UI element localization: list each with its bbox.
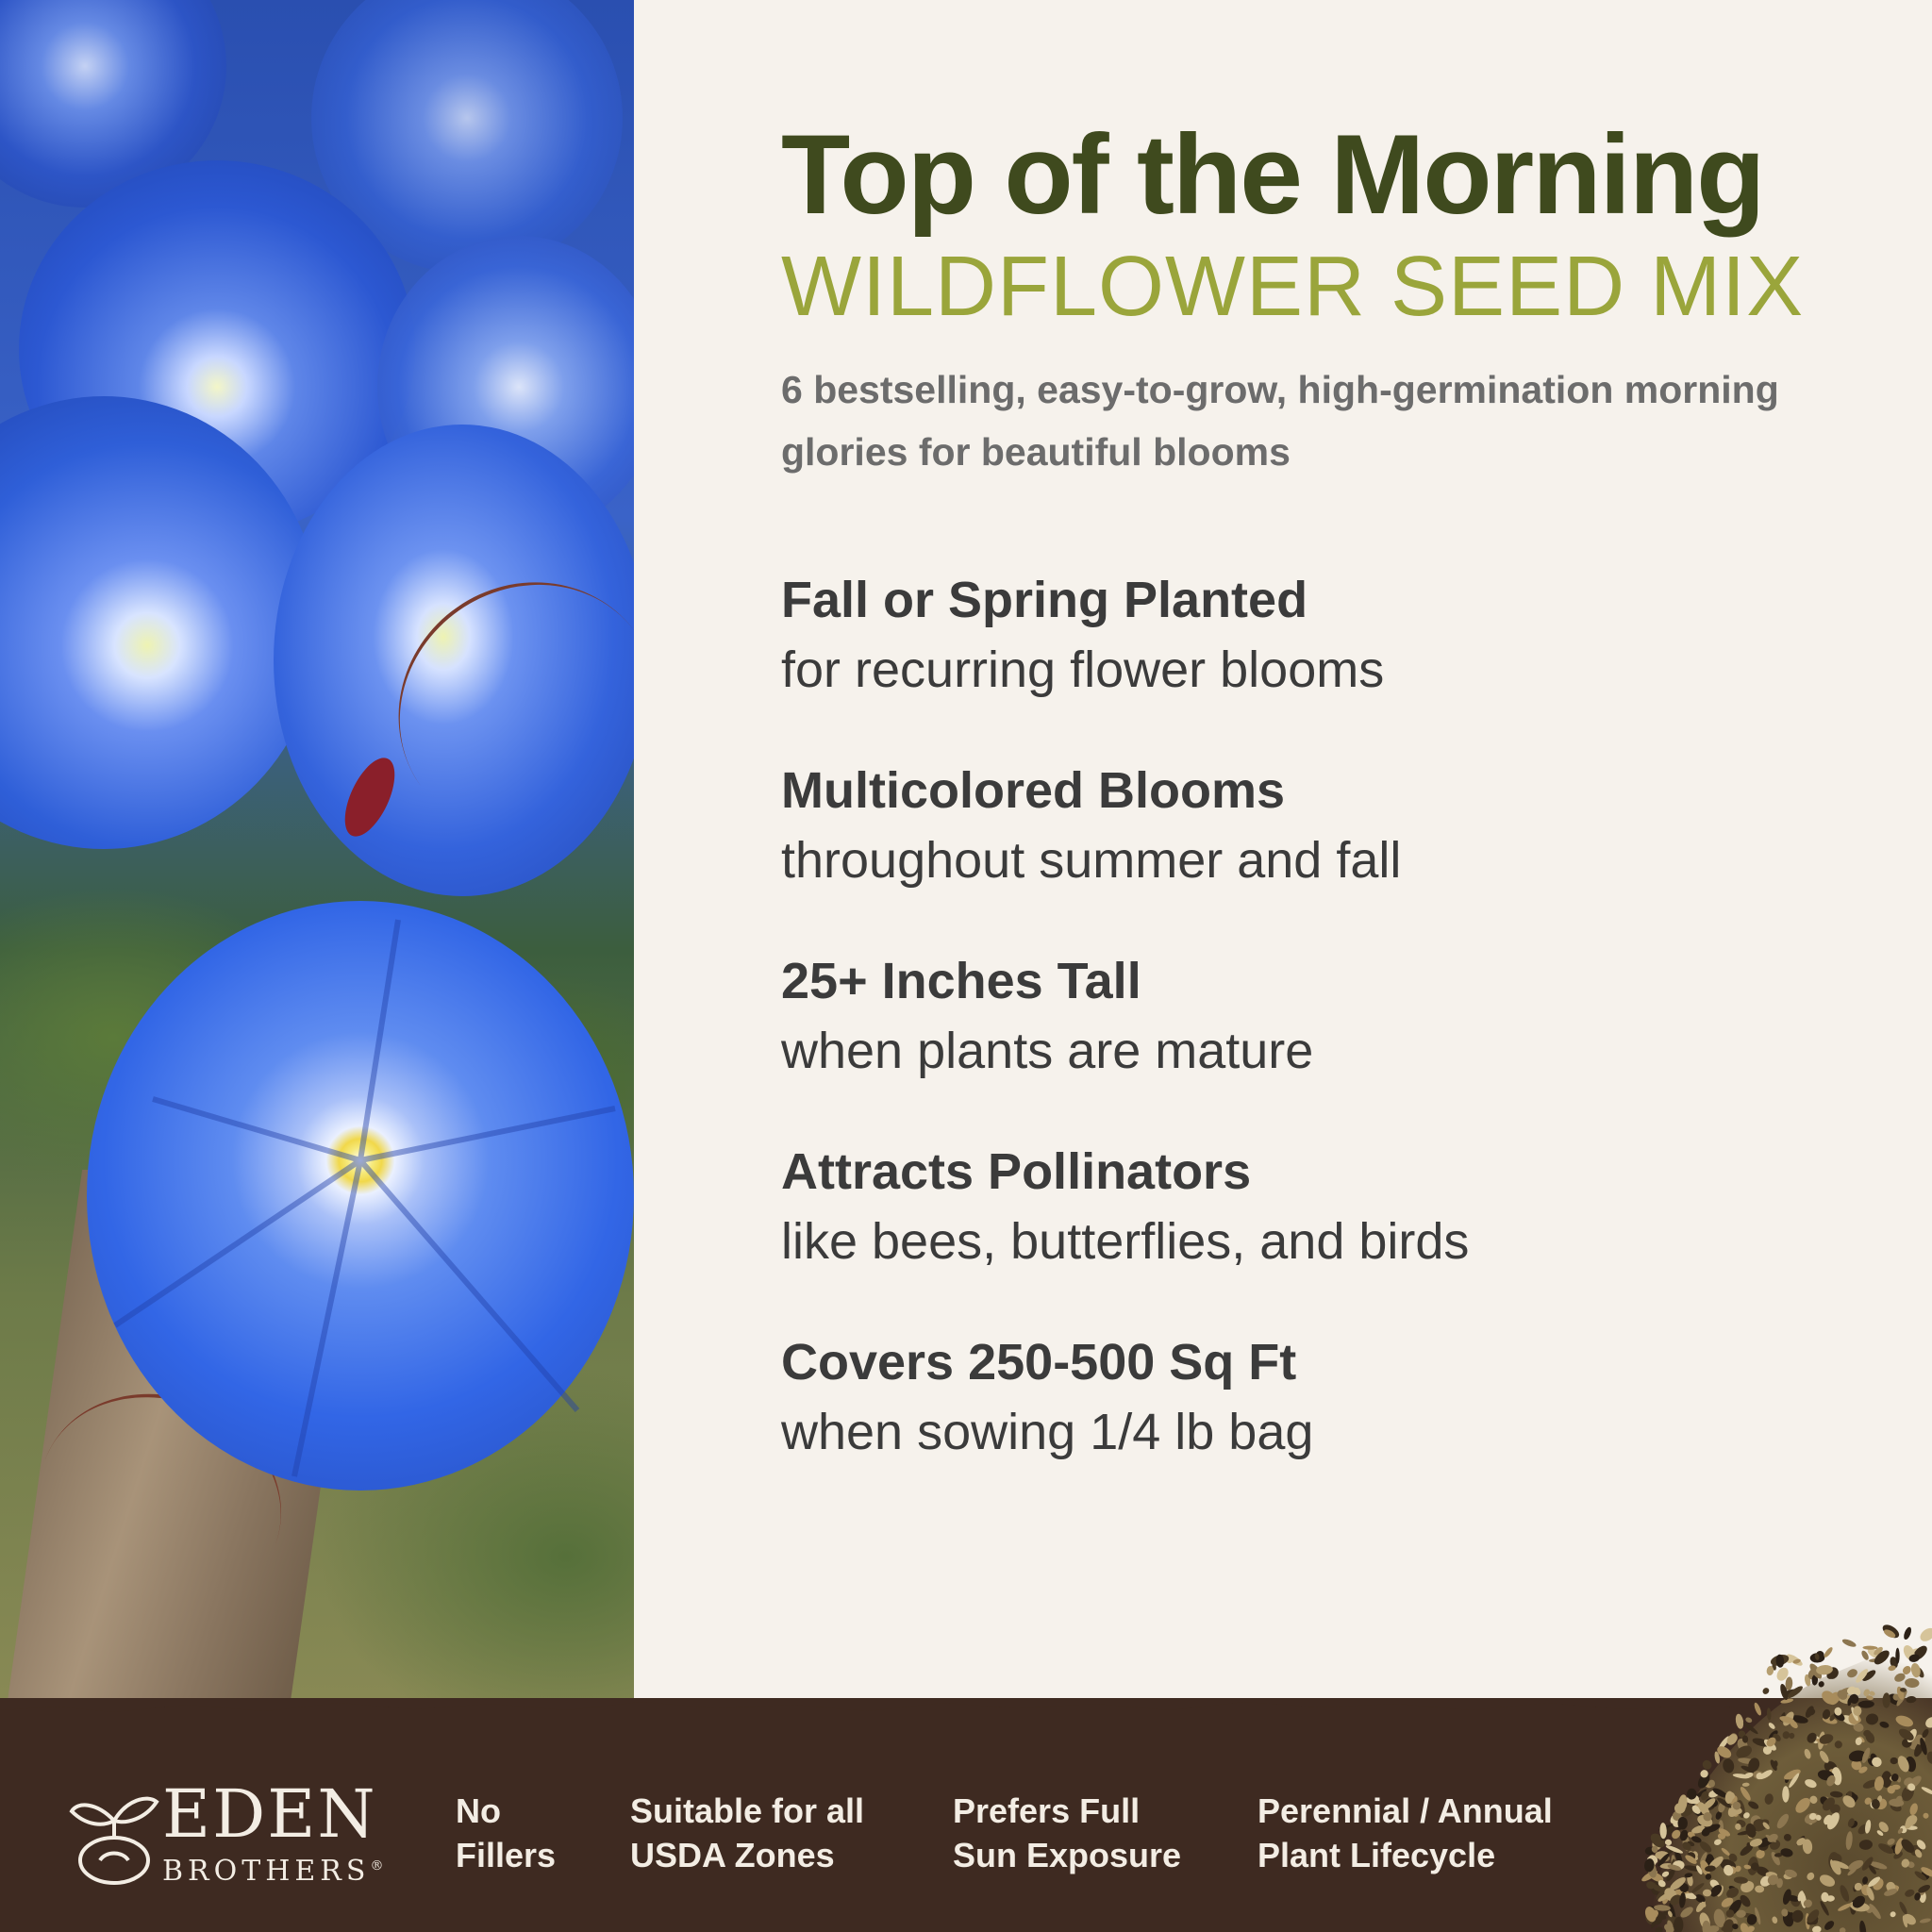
seed-speck	[1735, 1713, 1745, 1729]
brand-name-eden: EDEN	[162, 1775, 377, 1853]
seed-speck	[1895, 1648, 1899, 1664]
feature-item	[781, 947, 1875, 1138]
badge-line2: Sun Exposure	[953, 1836, 1182, 1874]
feature-heading: Multicolored Blooms	[781, 762, 1286, 819]
badge-line1: No	[456, 1791, 501, 1830]
product-title: Top of the Morning	[781, 111, 1764, 238]
morning-glory-photo	[0, 0, 634, 1726]
brand-name-brothers	[162, 1847, 383, 1890]
brand-name-brothers-text: BROTHERS	[162, 1855, 371, 1888]
feature-item	[781, 566, 1875, 757]
seed-sprout-icon	[68, 1774, 160, 1885]
badge-no-fillers	[456, 1789, 556, 1877]
badge-line1: Perennial / Annual	[1257, 1791, 1553, 1830]
feature-detail: throughout summer and fall	[781, 832, 1402, 889]
feature-heading: 25+ Inches Tall	[781, 953, 1141, 1009]
feature-detail: when plants are mature	[781, 1023, 1314, 1079]
seed-speck	[1823, 1646, 1834, 1658]
badge-line1: Prefers Full	[953, 1791, 1141, 1830]
feature-detail: for recurring flower blooms	[781, 641, 1385, 698]
feature-item	[781, 1138, 1875, 1328]
feature-heading: Attracts Pollinators	[781, 1143, 1252, 1200]
brand-wordmark	[162, 1775, 384, 1890]
feature-list	[781, 566, 1875, 1519]
seed-speck	[1701, 1758, 1714, 1772]
seed-speck	[1678, 1817, 1688, 1830]
feature-item	[781, 1328, 1875, 1519]
badge-line2: USDA Zones	[630, 1836, 835, 1874]
badge-lifecycle	[1257, 1789, 1553, 1877]
seed-speck	[1703, 1890, 1711, 1897]
product-description: 6 bestselling, easy-to-grow, high-germination morning glories for beautiful blooms	[781, 368, 1779, 474]
seed-speck	[1761, 1687, 1771, 1696]
feature-heading: Fall or Spring Planted	[781, 572, 1308, 628]
seed-speck	[1841, 1638, 1857, 1648]
feature-detail: like bees, butterflies, and birds	[781, 1213, 1470, 1270]
product-info	[781, 113, 1875, 483]
seed-speck	[1744, 1716, 1753, 1724]
feature-heading: Covers 250-500 Sq Ft	[781, 1334, 1297, 1391]
badge-usda-zones	[630, 1789, 864, 1877]
feature-item	[781, 757, 1875, 947]
seed-speck	[1782, 1786, 1789, 1802]
seed-speck	[1863, 1730, 1871, 1737]
feature-detail: when sowing 1/4 lb bag	[781, 1404, 1314, 1460]
eden-brothers-logo	[68, 1774, 384, 1888]
badge-sun-exposure	[953, 1789, 1181, 1877]
badge-line2: Fillers	[456, 1836, 557, 1874]
seed-pile-image	[1536, 1585, 1932, 1932]
badge-line1: Suitable for all	[630, 1791, 865, 1830]
flower-petal-lines	[87, 901, 634, 1491]
product-subtitle: WILDFLOWER SEED MIX	[781, 240, 1805, 334]
seed-speck	[1821, 1892, 1828, 1902]
seed-speck	[1753, 1702, 1762, 1716]
registered-mark: ®	[370, 1858, 384, 1874]
seed-speck	[1862, 1645, 1877, 1649]
badge-line2: Plant Lifecycle	[1257, 1836, 1496, 1874]
